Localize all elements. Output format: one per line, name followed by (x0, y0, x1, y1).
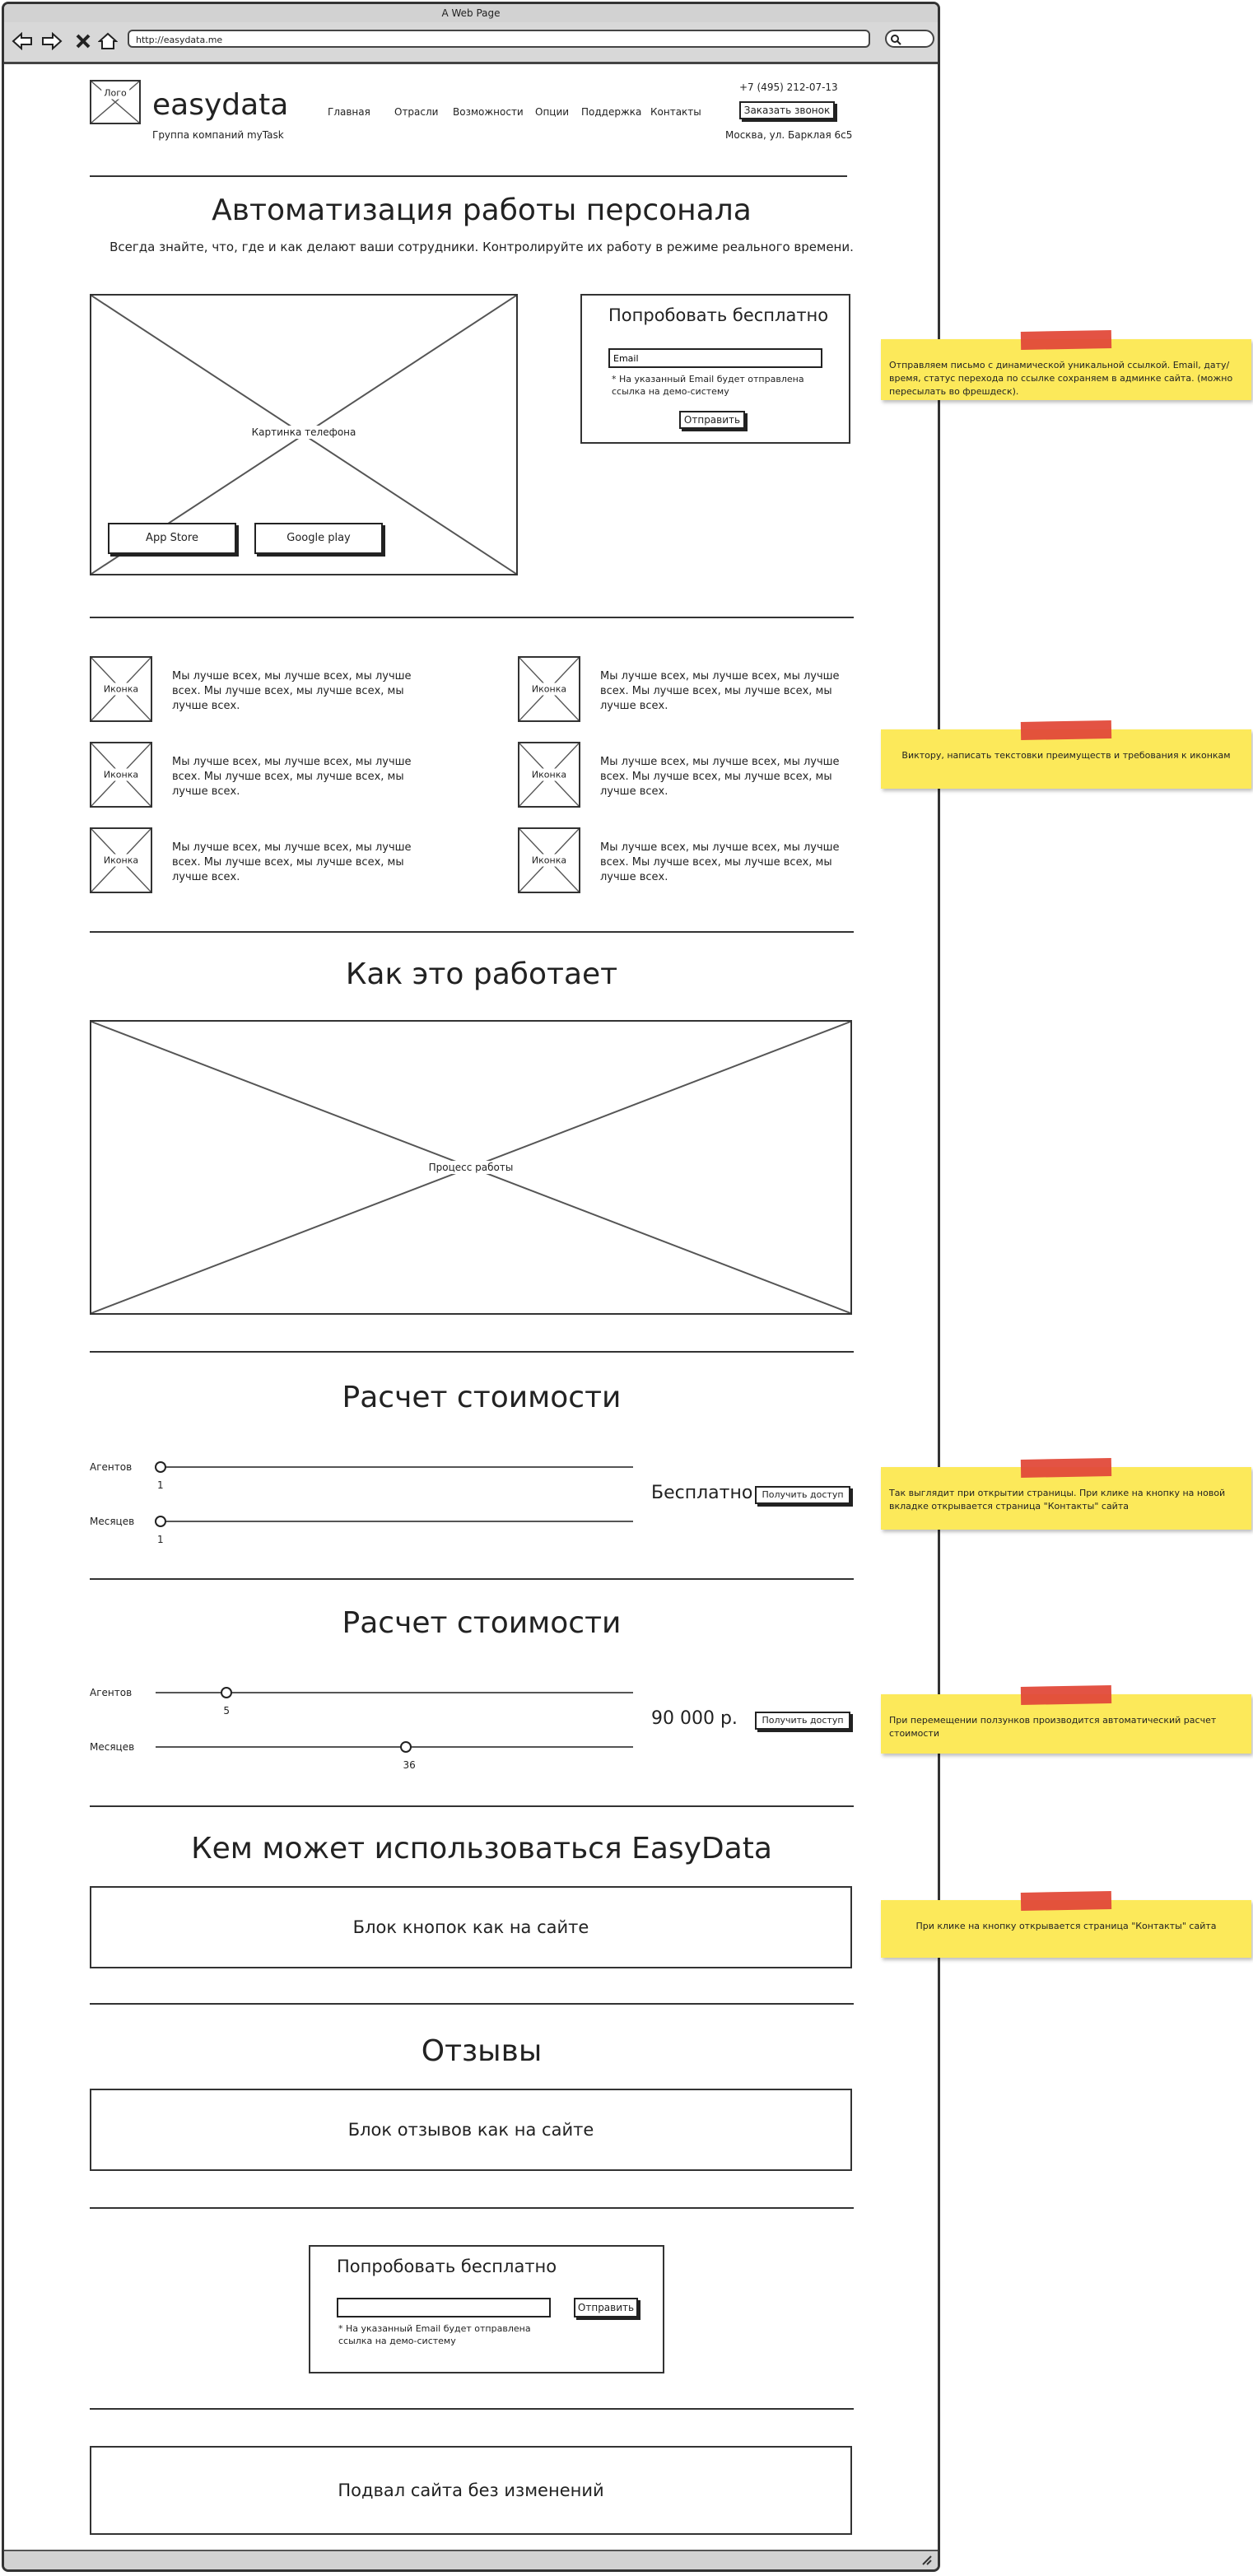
trial-email-input[interactable] (608, 348, 822, 368)
note-tape (1021, 1458, 1111, 1478)
feature-icon-label: Иконка (101, 855, 141, 867)
trial-form-title: Попробовать бесплатно (608, 305, 829, 325)
note-tape (1021, 1685, 1111, 1705)
feature-text: Мы лучше всех, мы лучше всех, мы лучше всех. Мы лучше всех, мы лучше всех, мы лучше всех. (600, 670, 840, 712)
calc1-months-value: 1 (157, 1534, 164, 1545)
nav-industries[interactable]: Отрасли (394, 106, 439, 118)
logo-label: Лого (101, 87, 129, 100)
feature-text: Мы лучше всех, мы лучше всех, мы лучше всех. Мы лучше всех, мы лучше всех, мы лучше всех. (600, 756, 840, 798)
feature-icon-label: Иконка (529, 855, 569, 867)
feature-icon-placeholder (518, 656, 580, 722)
browser-status-bar (4, 2550, 938, 2569)
feature-icon-placeholder (90, 827, 152, 893)
trial-bottom-submit-button[interactable]: Отправить (574, 2298, 638, 2317)
brand-name[interactable]: easydata (152, 88, 289, 122)
window-title: A Web Page (4, 4, 938, 24)
calc2-agents-value: 5 (223, 1705, 230, 1717)
feature-icon-label: Иконка (529, 683, 569, 696)
sticky-note-calc2-text: При перемещении ползунков производится автоматический расчет стоимости (889, 1715, 1217, 1739)
browser-window (2, 2, 940, 2572)
calc1-price: Бесплатно (651, 1483, 753, 1503)
reviews-title: Отзывы (421, 2034, 543, 2068)
process-image-placeholder (90, 1020, 852, 1315)
back-arrow-icon[interactable] (11, 30, 34, 53)
sticky-note-calc1 (881, 1467, 1251, 1530)
feature-icon-placeholder (518, 827, 580, 893)
feature-icon-placeholder (518, 742, 580, 808)
callback-button[interactable]: Заказать звонок (739, 101, 835, 119)
search-icon (890, 34, 901, 45)
feature-text: Мы лучше всех, мы лучше всех, мы лучше всех. Мы лучше всех, мы лучше всех, мы лучше всех. (172, 841, 412, 883)
sticky-note-calc2 (881, 1694, 1251, 1754)
divider (90, 617, 854, 618)
calc2-title: Расчет стоимости (342, 1606, 622, 1640)
google-play-button[interactable]: Google play (254, 523, 383, 554)
note-tape (1021, 1891, 1111, 1911)
logo-placeholder (90, 80, 141, 124)
resize-grip-icon[interactable] (920, 2554, 933, 2565)
feature-icon-label: Иконка (101, 769, 141, 781)
header-address: Москва, ул. Барклая 6с5 (725, 129, 853, 141)
feature-text: Мы лучше всех, мы лучше всех, мы лучше всех. Мы лучше всех, мы лучше всех, мы лучше всех. (172, 670, 412, 712)
sticky-note-trial (881, 339, 1251, 400)
calc1-agents-slider-handle[interactable] (155, 1461, 166, 1473)
divider (90, 2408, 854, 2410)
sticky-note-trial-text: Отправляем письмо с динамической уникальной ссылкой. Email, дату/время, статус перехода по ссылке сохраняем в админке сайта. (можно пересылать во фрешдеск). (889, 360, 1233, 397)
nav-options[interactable]: Опции (535, 106, 570, 118)
feature-icon-placeholder (90, 656, 152, 722)
calc1-months-slider-handle[interactable] (155, 1516, 166, 1527)
trial-form-bottom-note: * На указанный Email будет отправлена ссылка на демо-систему (338, 2323, 531, 2346)
feature-text: Мы лучше всех, мы лучше всех, мы лучше всех. Мы лучше всех, мы лучше всех, мы лучше всех. (600, 841, 840, 883)
phone-image-label: Картинка телефона (249, 426, 359, 439)
footer-block: Подвал сайта без изменений (90, 2446, 852, 2535)
calc1-agents-slider-track[interactable] (156, 1466, 633, 1468)
sticky-note-features (881, 729, 1251, 789)
sticky-note-usage-text: При клике на кнопку открывается страница "Контакты" сайта (915, 1921, 1217, 1931)
phone-image-placeholder (90, 294, 518, 575)
forward-arrow-icon[interactable] (40, 30, 63, 53)
calc1-get-access-button[interactable]: Получить доступ (755, 1486, 850, 1504)
nav-home[interactable]: Главная (328, 106, 370, 118)
trial-form-bottom (309, 2245, 664, 2373)
divider (90, 1351, 854, 1353)
calc2-months-slider-handle[interactable] (400, 1741, 412, 1753)
calc2-get-access-button[interactable]: Получить доступ (755, 1712, 850, 1730)
calc2-months-value: 36 (403, 1759, 416, 1771)
trial-form (580, 294, 850, 444)
trial-bottom-email-input[interactable] (337, 2298, 551, 2317)
calc2-agents-slider-handle[interactable] (221, 1687, 232, 1698)
trial-submit-button[interactable]: Отправить (679, 411, 745, 429)
process-image-label: Процесс работы (426, 1161, 516, 1174)
nav-support[interactable]: Поддержка (581, 106, 642, 118)
usage-buttons-block: Блок кнопок как на сайте (90, 1886, 852, 1968)
calc2-agents-label: Агентов (90, 1687, 133, 1698)
feature-icon-label: Иконка (529, 769, 569, 781)
sticky-note-calc1-text: Так выглядит при открытии страницы. При клике на кнопку на новой вкладке открывается страница "Контакты" сайта (889, 1488, 1226, 1512)
sticky-note-usage (881, 1900, 1251, 1958)
nav-features[interactable]: Возможности (453, 106, 524, 118)
calc1-agents-value: 1 (157, 1479, 164, 1491)
brand-tagline: Группа компаний myTask (152, 129, 284, 141)
calc1-months-slider-track[interactable] (156, 1521, 633, 1522)
calc1-title: Расчет стоимости (342, 1381, 622, 1414)
url-bar[interactable]: http://easydata.me (128, 30, 870, 48)
calc2-months-slider-track[interactable] (156, 1746, 633, 1748)
hero-subtitle: Всегда знайте, что, где и как делают ваши сотрудники. Контролируйте их работу в режиме реального времени. (109, 240, 854, 254)
calc1-agents-label: Агентов (90, 1461, 133, 1473)
trial-form-bottom-title: Попробовать бесплатно (337, 2257, 557, 2276)
how-title: Как это работает (345, 957, 618, 991)
note-tape (1021, 330, 1111, 350)
browser-toolbar (4, 22, 938, 64)
divider (90, 2207, 854, 2209)
calc2-months-label: Месяцев (90, 1741, 135, 1753)
app-store-button[interactable]: App Store (108, 523, 236, 554)
divider (90, 2003, 854, 2005)
calc1-months-label: Месяцев (90, 1516, 135, 1527)
divider (90, 1805, 854, 1807)
home-icon[interactable] (96, 30, 119, 53)
usage-title: Кем может использоваться EasyData (191, 1832, 772, 1866)
divider (90, 931, 854, 933)
divider (90, 175, 847, 177)
note-tape (1021, 720, 1111, 740)
close-icon[interactable] (72, 30, 95, 53)
header-phone: +7 (495) 212-07-13 (739, 82, 838, 93)
browser-search-field[interactable] (885, 30, 934, 48)
divider (90, 1578, 854, 1580)
feature-icon-label: Иконка (101, 683, 141, 696)
nav-contacts[interactable]: Контакты (650, 106, 701, 118)
feature-text: Мы лучше всех, мы лучше всех, мы лучше всех. Мы лучше всех, мы лучше всех, мы лучше всех. (172, 756, 412, 798)
calc2-price: 90 000 р. (651, 1708, 738, 1729)
hero-title: Автоматизация работы персонала (212, 193, 752, 227)
feature-icon-placeholder (90, 742, 152, 808)
trial-form-note: * На указанный Email будет отправлена ссылка на демо-систему (612, 374, 804, 397)
reviews-block: Блок отзывов как на сайте (90, 2089, 852, 2171)
sticky-note-features-text: Виктору, написать текстовки преимуществ и требования к иконкам (901, 750, 1231, 761)
